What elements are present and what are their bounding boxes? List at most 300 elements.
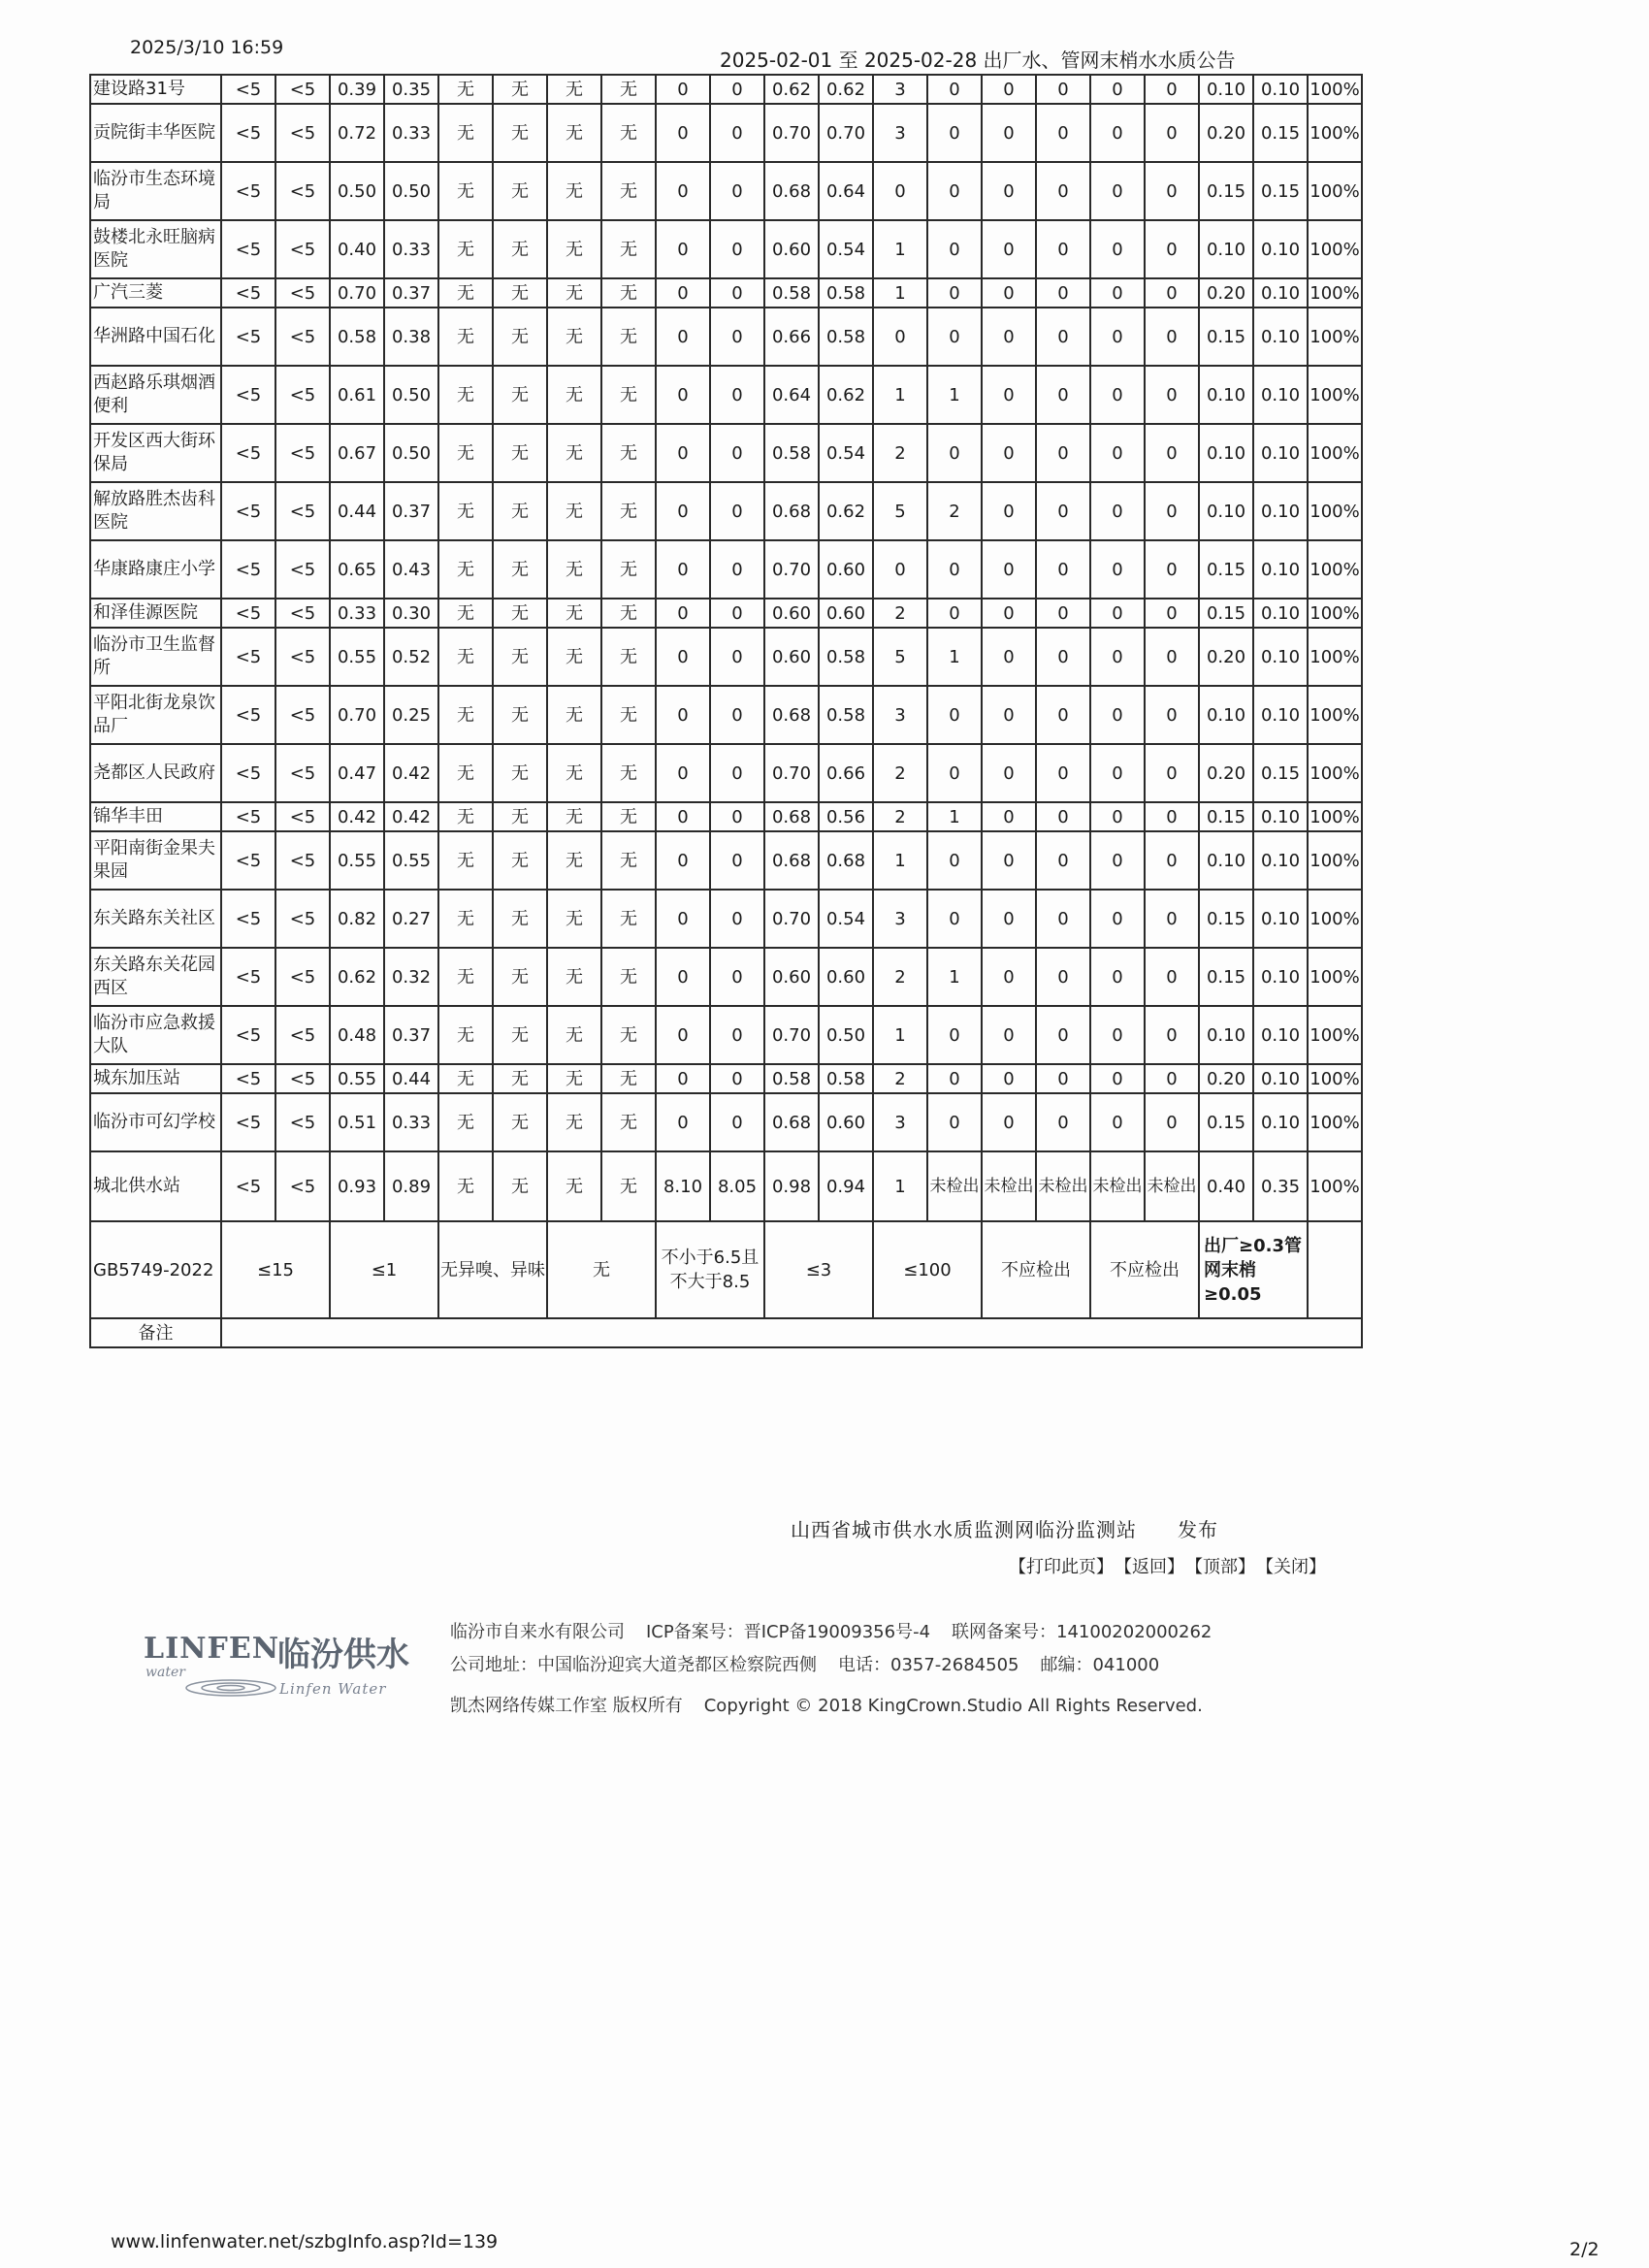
value-cell: 0.37 <box>384 482 438 540</box>
value-cell: <5 <box>221 278 275 308</box>
value-cell: 无 <box>547 1006 601 1064</box>
value-cell: 0.10 <box>1199 686 1253 744</box>
value-cell: 0.32 <box>384 948 438 1006</box>
value-cell: 0 <box>982 686 1036 744</box>
value-cell: 0 <box>1090 890 1145 948</box>
value-cell: 0 <box>656 278 710 308</box>
value-cell: 100% <box>1308 75 1362 104</box>
value-cell: 无 <box>547 686 601 744</box>
value-cell: 0.58 <box>819 686 873 744</box>
value-cell: 0.55 <box>330 831 384 890</box>
value-cell: 0.61 <box>330 366 384 424</box>
table-row <box>90 1151 1362 1221</box>
print-link[interactable]: 【打印此页】 <box>1009 1557 1114 1577</box>
value-cell: 无 <box>438 831 493 890</box>
value-cell: 0.60 <box>764 948 819 1006</box>
value-cell: 无 <box>493 1093 547 1151</box>
value-cell: 0.42 <box>384 802 438 831</box>
value-cell: 0.56 <box>819 802 873 831</box>
value-cell: 0.89 <box>384 1151 438 1221</box>
location-cell: 贡院街丰华医院 <box>90 104 221 162</box>
value-cell: 0.70 <box>764 1006 819 1064</box>
water-ripple-icon <box>182 1676 279 1700</box>
table-body <box>90 75 1362 1221</box>
value-cell: 无 <box>438 1064 493 1093</box>
value-cell: 0 <box>656 540 710 599</box>
table-row <box>90 802 1362 831</box>
value-cell: <5 <box>221 482 275 540</box>
value-cell: 0 <box>927 308 982 366</box>
value-cell: 无 <box>493 1151 547 1221</box>
value-cell: 0.44 <box>330 482 384 540</box>
value-cell: 无 <box>601 220 656 278</box>
footer-net-record[interactable]: 联网备案号：14100202000262 <box>952 1622 1212 1642</box>
value-cell: 无 <box>493 948 547 1006</box>
value-cell: 0 <box>1036 540 1090 599</box>
value-cell: 0.10 <box>1199 75 1253 104</box>
value-cell: 0.40 <box>1199 1151 1253 1221</box>
value-cell: 0.10 <box>1199 424 1253 482</box>
value-cell: 0 <box>982 278 1036 308</box>
value-cell: 0.10 <box>1199 831 1253 890</box>
value-cell: 0 <box>656 1064 710 1093</box>
value-cell: 0.33 <box>384 1093 438 1151</box>
value-cell: <5 <box>221 424 275 482</box>
value-cell: <5 <box>221 802 275 831</box>
value-cell: 5 <box>873 482 927 540</box>
value-cell: 未检出 <box>1090 1151 1145 1221</box>
value-cell: 无 <box>438 686 493 744</box>
location-cell: 锦华丰田 <box>90 802 221 831</box>
value-cell: 0 <box>1145 104 1199 162</box>
location-cell: 解放路胜杰齿科医院 <box>90 482 221 540</box>
value-cell: 100% <box>1308 424 1362 482</box>
value-cell: 0.10 <box>1199 220 1253 278</box>
footer-phone: 电话：0357-2684505 <box>838 1655 1019 1675</box>
value-cell: 100% <box>1308 482 1362 540</box>
standard-bacteria: ≤100 <box>873 1221 982 1318</box>
value-cell: 0 <box>1036 278 1090 308</box>
value-cell: 0.10 <box>1253 599 1308 628</box>
value-cell: 0 <box>1036 686 1090 744</box>
value-cell: 0.70 <box>764 540 819 599</box>
back-link[interactable]: 【返回】 <box>1123 1557 1184 1577</box>
value-cell: 0.58 <box>764 278 819 308</box>
value-cell: 无 <box>438 75 493 104</box>
value-cell: 100% <box>1308 744 1362 802</box>
value-cell: 2 <box>873 802 927 831</box>
value-cell: <5 <box>275 1093 330 1151</box>
footer-studio: 凯杰网络传媒工作室 版权所有 <box>450 1696 683 1716</box>
water-quality-table <box>89 74 1363 1348</box>
footer-postcode: 邮编：041000 <box>1040 1655 1160 1675</box>
value-cell: 无 <box>438 802 493 831</box>
value-cell: 0.15 <box>1199 599 1253 628</box>
footer-icp[interactable]: ICP备案号：晋ICP备19009356号-4 <box>646 1622 931 1642</box>
value-cell: 0 <box>1145 1064 1199 1093</box>
value-cell: 无 <box>438 1151 493 1221</box>
value-cell: 0 <box>1036 890 1090 948</box>
value-cell: 无 <box>547 278 601 308</box>
table-row <box>90 599 1362 628</box>
value-cell: 0 <box>927 890 982 948</box>
value-cell: 0.98 <box>764 1151 819 1221</box>
value-cell: 无 <box>547 1093 601 1151</box>
page-url: www.linfenwater.net/szbgInfo.asp?Id=139 <box>111 2231 499 2252</box>
location-cell: 临汾市可幻学校 <box>90 1093 221 1151</box>
value-cell: 0 <box>927 540 982 599</box>
top-link[interactable]: 【顶部】 <box>1194 1557 1255 1577</box>
value-cell: 0 <box>656 890 710 948</box>
value-cell: 0 <box>710 802 764 831</box>
value-cell: 无 <box>438 599 493 628</box>
value-cell: <5 <box>275 1064 330 1093</box>
value-cell: 无 <box>547 75 601 104</box>
value-cell: <5 <box>275 599 330 628</box>
value-cell: 0.43 <box>384 540 438 599</box>
value-cell: 0 <box>1145 482 1199 540</box>
value-cell: 3 <box>873 686 927 744</box>
value-cell: 0 <box>982 599 1036 628</box>
value-cell: 无 <box>438 1006 493 1064</box>
value-cell: 0 <box>656 1006 710 1064</box>
value-cell: 0.42 <box>384 744 438 802</box>
value-cell: 0 <box>1090 482 1145 540</box>
value-cell: 0 <box>656 75 710 104</box>
value-cell: 无 <box>601 424 656 482</box>
value-cell: 无 <box>601 1093 656 1151</box>
value-cell: 0 <box>927 599 982 628</box>
value-cell: 无 <box>493 424 547 482</box>
value-cell: 0 <box>1090 831 1145 890</box>
value-cell: 无 <box>493 744 547 802</box>
value-cell: 0 <box>710 628 764 686</box>
value-cell: 0.62 <box>819 75 873 104</box>
value-cell: 无 <box>601 686 656 744</box>
value-cell: 无 <box>438 366 493 424</box>
value-cell: 0 <box>1090 1006 1145 1064</box>
value-cell: 0.10 <box>1253 220 1308 278</box>
value-cell: <5 <box>275 162 330 220</box>
value-cell: 0.10 <box>1253 482 1308 540</box>
standard-label: GB5749-2022 <box>90 1221 221 1318</box>
value-cell: 无 <box>438 948 493 1006</box>
value-cell: 0 <box>927 220 982 278</box>
value-cell: <5 <box>221 220 275 278</box>
standard-section <box>90 1221 1362 1347</box>
value-cell: 无 <box>493 220 547 278</box>
value-cell: 0 <box>1090 802 1145 831</box>
location-cell: 华康路康庄小学 <box>90 540 221 599</box>
value-cell: 0 <box>710 599 764 628</box>
table-row <box>90 308 1362 366</box>
value-cell: 0 <box>656 308 710 366</box>
company-logo <box>144 1632 425 1709</box>
value-cell: 0 <box>1090 366 1145 424</box>
value-cell: 0.38 <box>384 308 438 366</box>
standard-rate <box>1308 1221 1362 1318</box>
value-cell: 100% <box>1308 1093 1362 1151</box>
value-cell: 无 <box>438 540 493 599</box>
value-cell: 0 <box>1036 948 1090 1006</box>
value-cell: 100% <box>1308 686 1362 744</box>
value-cell: 未检出 <box>1036 1151 1090 1221</box>
value-cell: 无 <box>601 890 656 948</box>
value-cell: <5 <box>275 890 330 948</box>
table-row <box>90 424 1362 482</box>
value-cell: 0.10 <box>1253 686 1308 744</box>
value-cell: <5 <box>221 890 275 948</box>
value-cell: 100% <box>1308 540 1362 599</box>
value-cell: 0 <box>1145 308 1199 366</box>
value-cell: 0 <box>1145 948 1199 1006</box>
value-cell: 0 <box>1036 1006 1090 1064</box>
value-cell: 无 <box>547 366 601 424</box>
value-cell: 0 <box>1145 278 1199 308</box>
value-cell: <5 <box>275 278 330 308</box>
value-cell: <5 <box>221 599 275 628</box>
value-cell: 0.93 <box>330 1151 384 1221</box>
location-cell: 临汾市生态环境局 <box>90 162 221 220</box>
value-cell: 0.68 <box>764 686 819 744</box>
value-cell: 0.44 <box>384 1064 438 1093</box>
value-cell: <5 <box>275 366 330 424</box>
value-cell: 0 <box>1145 1093 1199 1151</box>
value-cell: 0.68 <box>764 482 819 540</box>
value-cell: 0.10 <box>1199 482 1253 540</box>
value-cell: 0.70 <box>764 890 819 948</box>
table-row <box>90 540 1362 599</box>
value-cell: 0 <box>1090 308 1145 366</box>
value-cell: 0.54 <box>819 424 873 482</box>
value-cell: 未检出 <box>982 1151 1036 1221</box>
value-cell: 0.52 <box>384 628 438 686</box>
value-cell: <5 <box>275 308 330 366</box>
value-cell: <5 <box>221 1151 275 1221</box>
value-cell: <5 <box>221 686 275 744</box>
value-cell: 0.10 <box>1253 75 1308 104</box>
value-cell: 100% <box>1308 599 1362 628</box>
standard-odor-level: ≤1 <box>330 1221 438 1318</box>
value-cell: 0.15 <box>1253 162 1308 220</box>
value-cell: 无 <box>601 366 656 424</box>
standard-row <box>90 1221 1362 1318</box>
value-cell: 0.60 <box>764 628 819 686</box>
standard-ph: 不小于6.5且不大于8.5 <box>656 1221 764 1318</box>
value-cell: 无 <box>493 802 547 831</box>
value-cell: 无 <box>547 831 601 890</box>
table-row <box>90 831 1362 890</box>
value-cell: 0.54 <box>819 890 873 948</box>
value-cell: 0 <box>1145 75 1199 104</box>
value-cell: 0.72 <box>330 104 384 162</box>
value-cell: 无 <box>547 948 601 1006</box>
value-cell: 0.10 <box>1253 278 1308 308</box>
value-cell: 0.66 <box>764 308 819 366</box>
value-cell: 0 <box>1036 482 1090 540</box>
value-cell: 0 <box>1090 75 1145 104</box>
table-row <box>90 1006 1362 1064</box>
value-cell: 0.64 <box>764 366 819 424</box>
value-cell: 未检出 <box>927 1151 982 1221</box>
value-cell: 无 <box>601 802 656 831</box>
value-cell: 0 <box>1145 599 1199 628</box>
value-cell: 0.55 <box>384 831 438 890</box>
value-cell: 无 <box>493 599 547 628</box>
value-cell: 0.10 <box>1253 948 1308 1006</box>
value-cell: 0.70 <box>330 278 384 308</box>
value-cell: 无 <box>547 162 601 220</box>
standard-chlorine: 出厂≥0.3管网末梢≥0.05 <box>1199 1221 1308 1318</box>
value-cell: <5 <box>275 744 330 802</box>
value-cell: 100% <box>1308 1006 1362 1064</box>
value-cell: 无 <box>601 1006 656 1064</box>
value-cell: 0 <box>1036 1093 1090 1151</box>
value-cell: 2 <box>927 482 982 540</box>
value-cell: 0.20 <box>1199 628 1253 686</box>
value-cell: 0.39 <box>330 75 384 104</box>
value-cell: 0.68 <box>764 802 819 831</box>
value-cell: 3 <box>873 1093 927 1151</box>
value-cell: 无 <box>493 540 547 599</box>
value-cell: 0.15 <box>1199 308 1253 366</box>
value-cell: 未检出 <box>1145 1151 1199 1221</box>
value-cell: 0 <box>656 744 710 802</box>
value-cell: 0 <box>1090 628 1145 686</box>
close-link[interactable]: 【关闭】 <box>1265 1557 1326 1577</box>
value-cell: <5 <box>221 104 275 162</box>
value-cell: 100% <box>1308 1064 1362 1093</box>
value-cell: 0.68 <box>764 1093 819 1151</box>
value-cell: 0.10 <box>1253 1093 1308 1151</box>
value-cell: 0 <box>656 831 710 890</box>
value-cell: 0 <box>927 686 982 744</box>
value-cell: 无 <box>438 890 493 948</box>
value-cell: 0.60 <box>819 540 873 599</box>
value-cell: 无 <box>547 802 601 831</box>
value-cell: 0 <box>656 366 710 424</box>
value-cell: 0 <box>982 1006 1036 1064</box>
value-cell: 0 <box>927 424 982 482</box>
value-cell: 无 <box>438 278 493 308</box>
location-cell: 西赵路乐琪烟酒便利 <box>90 366 221 424</box>
value-cell: 0.62 <box>330 948 384 1006</box>
value-cell: 0 <box>710 162 764 220</box>
value-cell: 0 <box>982 366 1036 424</box>
footer-company: 临汾市自来水有限公司 <box>450 1622 625 1642</box>
value-cell: 0.33 <box>330 599 384 628</box>
value-cell: 无 <box>601 628 656 686</box>
value-cell: 无 <box>438 220 493 278</box>
value-cell: 无 <box>493 75 547 104</box>
value-cell: 0.60 <box>819 948 873 1006</box>
value-cell: 0 <box>1036 1064 1090 1093</box>
value-cell: 0 <box>1090 104 1145 162</box>
value-cell: 3 <box>873 890 927 948</box>
value-cell: 1 <box>873 1006 927 1064</box>
value-cell: 0.50 <box>384 162 438 220</box>
value-cell: 100% <box>1308 628 1362 686</box>
value-cell: 1 <box>927 948 982 1006</box>
value-cell: 无 <box>547 744 601 802</box>
value-cell: 0.58 <box>330 308 384 366</box>
value-cell: 0.10 <box>1253 366 1308 424</box>
footer-copyright: Copyright © 2018 KingCrown.Studio All Rights Reserved. <box>703 1696 1203 1716</box>
value-cell: 1 <box>873 831 927 890</box>
value-cell: 0.66 <box>819 744 873 802</box>
value-cell: <5 <box>275 424 330 482</box>
logo-en-text: LINFEN <box>144 1632 280 1666</box>
value-cell: 0.58 <box>819 278 873 308</box>
value-cell: 0.55 <box>330 1064 384 1093</box>
value-cell: 无 <box>438 482 493 540</box>
value-cell: 0 <box>982 1093 1036 1151</box>
value-cell: <5 <box>275 1151 330 1221</box>
location-cell: 东关路东关社区 <box>90 890 221 948</box>
value-cell: <5 <box>221 1064 275 1093</box>
value-cell: 0.55 <box>330 628 384 686</box>
value-cell: 0 <box>710 220 764 278</box>
location-cell: 广汽三菱 <box>90 278 221 308</box>
value-cell: 1 <box>873 220 927 278</box>
value-cell: 0 <box>710 540 764 599</box>
value-cell: 0.10 <box>1253 628 1308 686</box>
location-cell: 平阳南街金果夫果园 <box>90 831 221 890</box>
value-cell: <5 <box>275 948 330 1006</box>
location-cell: 临汾市应急救援大队 <box>90 1006 221 1064</box>
value-cell: 0 <box>1090 220 1145 278</box>
value-cell: 0.33 <box>384 220 438 278</box>
value-cell: 无 <box>547 104 601 162</box>
value-cell: 无 <box>493 628 547 686</box>
value-cell: 0 <box>656 482 710 540</box>
page-number: 2/2 <box>1569 2239 1600 2260</box>
value-cell: 0 <box>1145 540 1199 599</box>
value-cell: 0 <box>1036 424 1090 482</box>
value-cell: 无 <box>547 628 601 686</box>
value-cell: 0 <box>656 424 710 482</box>
value-cell: 0.15 <box>1199 948 1253 1006</box>
value-cell: 0 <box>710 366 764 424</box>
table-row <box>90 162 1362 220</box>
standard-turbidity: ≤15 <box>221 1221 330 1318</box>
value-cell: 无 <box>493 831 547 890</box>
value-cell: 0 <box>982 1064 1036 1093</box>
value-cell: 无 <box>601 744 656 802</box>
value-cell: 无 <box>601 599 656 628</box>
value-cell: 0 <box>656 802 710 831</box>
logo-sub-text-2: Linfen Water <box>279 1680 387 1698</box>
value-cell: 0 <box>710 482 764 540</box>
location-cell: 城东加压站 <box>90 1064 221 1093</box>
value-cell: 0.62 <box>819 366 873 424</box>
value-cell: 0.10 <box>1253 540 1308 599</box>
value-cell: 0 <box>710 686 764 744</box>
value-cell: 无 <box>601 948 656 1006</box>
value-cell: 0.15 <box>1199 540 1253 599</box>
value-cell: 0.60 <box>764 220 819 278</box>
table-row <box>90 220 1362 278</box>
value-cell: 0.10 <box>1199 366 1253 424</box>
value-cell: 无 <box>438 162 493 220</box>
value-cell: 无 <box>547 890 601 948</box>
value-cell: 0 <box>1090 278 1145 308</box>
standard-coliform: 不应检出 <box>982 1221 1090 1318</box>
value-cell: 8.05 <box>710 1151 764 1221</box>
value-cell: 0 <box>982 308 1036 366</box>
value-cell: 0.62 <box>764 75 819 104</box>
value-cell: 0.70 <box>819 104 873 162</box>
